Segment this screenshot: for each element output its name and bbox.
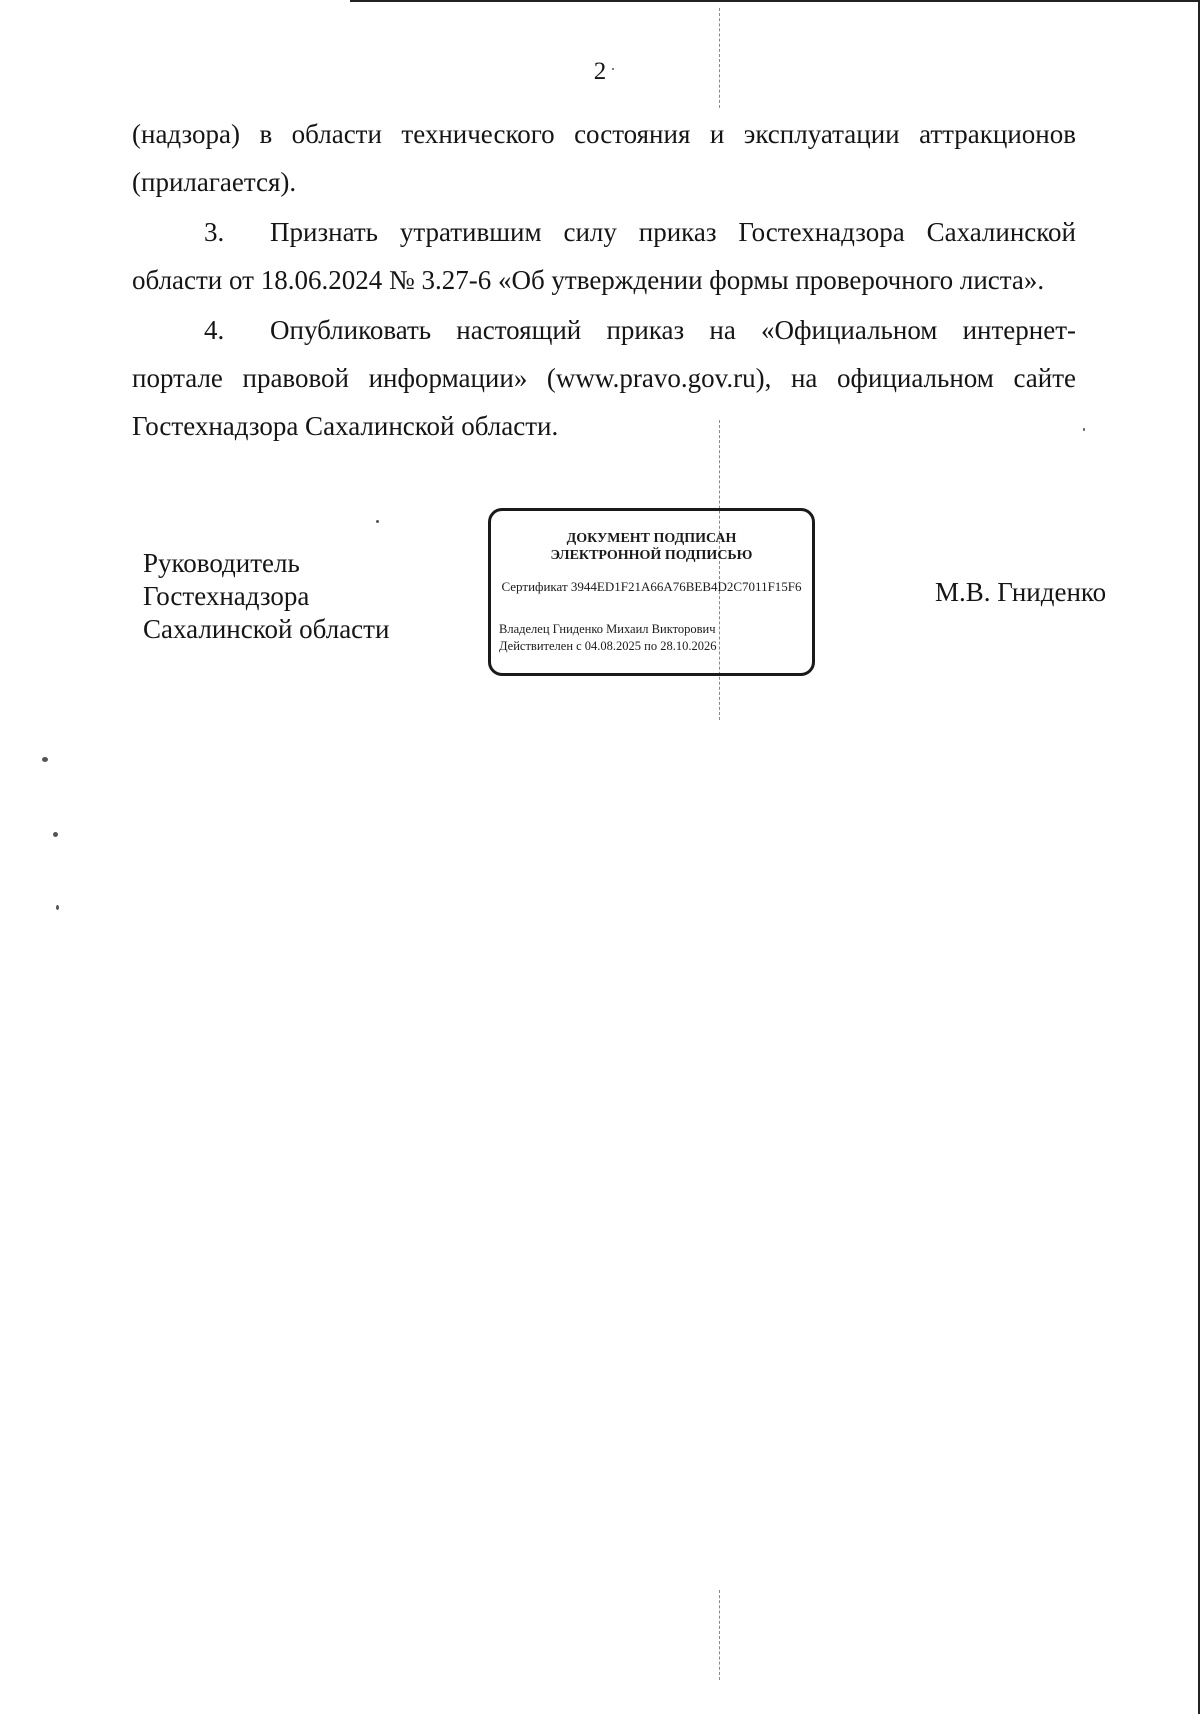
scan-speck xyxy=(53,832,58,837)
signer-title-line: Гостехнадзора xyxy=(143,581,310,611)
scan-fold-line xyxy=(719,1590,720,1680)
signer-title-line: Сахалинской области xyxy=(143,614,390,644)
signer-name: М.В. Гниденко xyxy=(935,577,1107,607)
paragraph-item-4 xyxy=(132,306,1076,450)
electronic-signature-stamp xyxy=(488,508,815,676)
stamp-owner: Владелец Гниденко Михаил Викторович xyxy=(499,622,716,636)
item-number: 4. xyxy=(204,315,225,345)
scan-speck xyxy=(612,68,614,70)
stamp-owner-block xyxy=(491,621,812,655)
stamp-validity: Действителен с 04.08.2025 по 28.10.2026 xyxy=(499,639,717,653)
scan-frame-top-edge xyxy=(350,0,1200,2)
text-line: (надзора) в области технического состояния и эксплуатации аттракционов xyxy=(132,119,1076,149)
text-fragment: Признать утратившим силу приказ Гостехнадзора Сахалинской xyxy=(270,217,1076,247)
scan-fold-line xyxy=(719,8,720,108)
scan-speck xyxy=(42,757,48,762)
text-line: портале правовой информации» (www.pravo.gov.ru), на официальном сайте xyxy=(132,363,1076,393)
scan-speck xyxy=(56,905,59,910)
signer-title-line: Руководитель xyxy=(143,548,300,578)
stamp-certificate: Сертификат 3944ED1F21A66A76BEB4D2C7011F15F6 xyxy=(501,579,802,594)
stamp-title xyxy=(491,530,812,564)
text-fragment: Опубликовать настоящий приказ на «Официальном интернет- xyxy=(270,315,1076,345)
page-number: 2 xyxy=(593,58,607,85)
text-line: Гостехнадзора Сахалинской области. xyxy=(132,411,559,441)
stamp-title-line: ДОКУМЕНТ ПОДПИСАН xyxy=(566,531,737,546)
text-line xyxy=(132,306,1076,354)
stamp-title-line: ЭЛЕКТРОННОЙ ПОДПИСЬЮ xyxy=(550,548,753,563)
paragraph-item-3 xyxy=(132,208,1076,304)
scan-speck xyxy=(376,520,379,523)
item-number: 3. xyxy=(204,217,225,247)
text-line xyxy=(132,208,1076,256)
scan-speck xyxy=(1083,428,1085,431)
signer-title xyxy=(143,547,389,646)
text-line: (прилагается). xyxy=(132,167,297,197)
text-line: области от 18.06.2024 № 3.27-6 «Об утверждении формы проверочного листа». xyxy=(132,265,1045,295)
paragraph-continuation xyxy=(132,110,1076,206)
